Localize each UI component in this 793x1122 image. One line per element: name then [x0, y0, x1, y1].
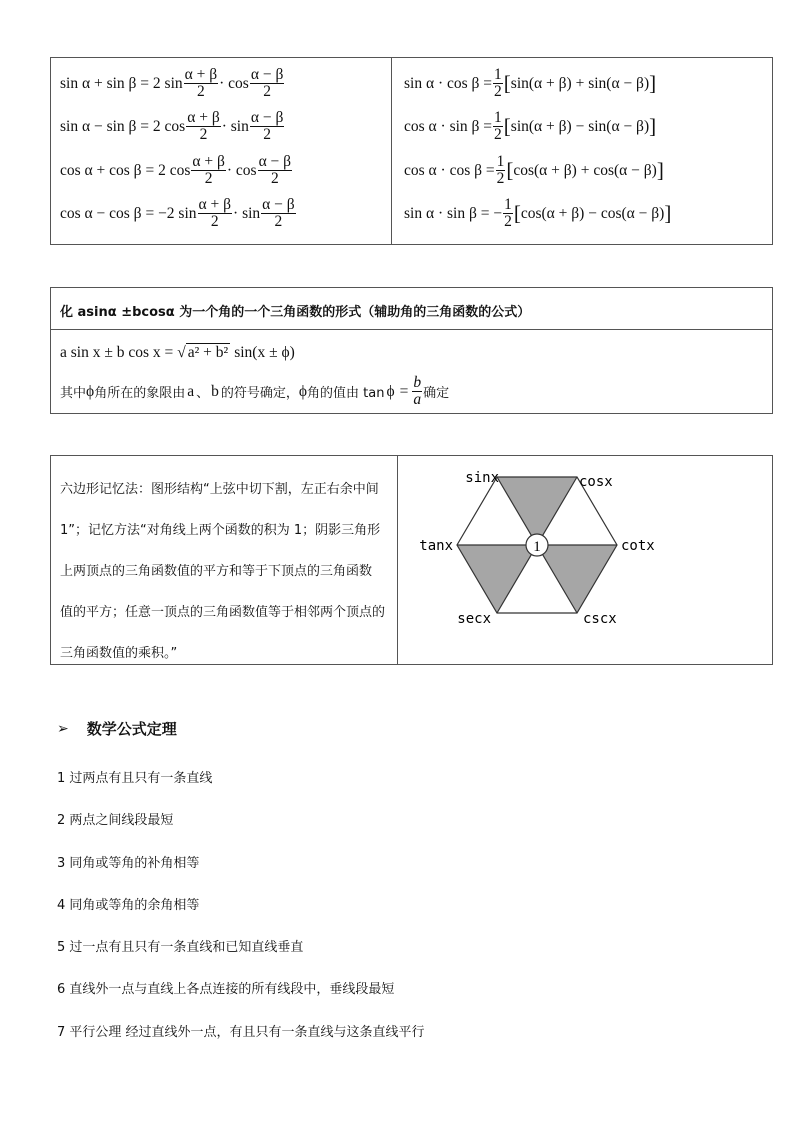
product-to-sum-row [404, 154, 664, 188]
list-item: 7 平行公理 经过直线外一点，有且只有一条直线与这条直线平行 [57, 1024, 425, 1040]
note-text: 、 [196, 386, 210, 402]
list-item: 5 过一点有且只有一条直线和已知直线垂直 [57, 940, 304, 956]
note-text: 其中 [60, 386, 87, 402]
shaded-triangle-lower-right [537, 545, 617, 613]
formula-mid: · sin [233, 204, 261, 222]
fraction [191, 154, 226, 188]
label-secx: secx [457, 611, 491, 627]
formula-lhs: cos α · sin β = [404, 117, 493, 135]
sqrt: √ [177, 343, 186, 361]
denominator: 2 [494, 83, 502, 101]
text-line: 六边形记忆法：图形结构“上弦中切下割，左正右余中间 [60, 482, 379, 497]
denominator: 2 [263, 126, 271, 144]
phi-symbol: ϕ [386, 382, 395, 400]
formula-mid: · cos [219, 74, 249, 92]
product-to-sum-row [404, 110, 656, 144]
label-sinx: sinx [465, 470, 499, 486]
denominator: 2 [204, 170, 213, 188]
numerator: 1 [496, 153, 505, 170]
formula-body: cos(α + β) + cos(α − β) [513, 161, 657, 179]
note-text: 角的值由 tan [307, 386, 385, 402]
denominator: 2 [210, 213, 219, 231]
label-cscx: cscx [583, 611, 617, 627]
product-to-sum-row [404, 197, 671, 231]
text-line: 1”；记忆方法“对角线上两个函数的积为 1；阴影三角形 [60, 523, 381, 538]
list-item: 4 同角或等角的余角相等 [57, 897, 200, 913]
numerator: α + β [187, 109, 220, 126]
radicand: a² + b² [187, 344, 229, 361]
formula-lhs: sin α − sin β = 2 cos [60, 117, 186, 135]
formula-lhs: cos α · cos β = [404, 161, 495, 179]
denominator: a [413, 391, 422, 409]
aux-header [51, 288, 772, 330]
denominator: 2 [274, 213, 283, 231]
aux-header-text: 化 asinα ±bcosα 为一个角的一个三角函数的形式（辅助角的三角函数的公式） [60, 305, 531, 320]
fraction [412, 375, 422, 409]
hexagon-box [50, 455, 773, 665]
var-a: a [187, 382, 195, 400]
shaded-triangle-lower-left [457, 545, 537, 613]
fraction [250, 110, 285, 144]
aux-formula [60, 343, 295, 362]
numerator: α + β [198, 196, 232, 213]
numerator: α − β [262, 196, 295, 213]
formula-mid: · cos [226, 161, 257, 179]
fraction [496, 154, 506, 188]
numerator: α − β [250, 66, 284, 83]
center-label: 1 [533, 539, 541, 555]
formula-rhs: sin(x ± ϕ) [234, 343, 295, 361]
section-title: 数学公式定理 [86, 720, 177, 738]
note-text: 确定 [423, 386, 450, 402]
fraction [184, 67, 219, 101]
list-item: 1 过两点有且只有一条直线 [57, 771, 213, 786]
fraction [198, 197, 233, 231]
bracket: [ [506, 158, 514, 183]
denominator: 2 [496, 170, 505, 188]
denominator: 2 [494, 126, 502, 144]
sum-to-product-row [60, 110, 285, 144]
numerator: α − β [258, 153, 292, 170]
text-line: 三角函数值的乘积。” [60, 646, 178, 661]
formula-lhs: sin α · cos β = [404, 74, 493, 92]
bracket: [ [513, 201, 521, 226]
hexagon-diagram [398, 456, 773, 664]
bracket: [ [503, 71, 511, 96]
numerator: b [413, 374, 422, 391]
numerator: 1 [494, 66, 502, 83]
fraction [493, 110, 503, 144]
list-item: 3 同角或等角的补角相等 [57, 855, 200, 871]
trig-formula-table [50, 57, 773, 245]
fraction [250, 67, 285, 101]
fraction [186, 110, 221, 144]
bracket: ] [656, 158, 664, 183]
bracket: ] [664, 201, 672, 226]
product-to-sum-row [404, 67, 656, 101]
table-divider [391, 58, 392, 244]
equals: = [399, 382, 409, 400]
fraction [261, 197, 296, 231]
sum-to-product-row [60, 154, 293, 188]
numerator: α + β [184, 66, 218, 83]
bracket: [ [503, 114, 511, 139]
denominator: 2 [199, 126, 208, 144]
denominator: 2 [263, 83, 271, 101]
sum-to-product-row [60, 67, 285, 101]
fraction [258, 154, 293, 188]
label-cosx: cosx [579, 474, 613, 490]
label-cotx: cotx [621, 538, 655, 554]
text-line: 值的平方；任意一顶点的三角函数值等于相邻两个顶点的 [60, 605, 386, 620]
bracket: ] [649, 114, 657, 139]
aux-angle-box [50, 287, 773, 414]
formula-lhs: sin α + sin β = 2 sin [60, 74, 183, 92]
theorem-list [57, 758, 425, 1054]
list-item: 2 两点之间线段最短 [57, 813, 174, 829]
formula-lhs: cos α − cos β = −2 sin [60, 204, 197, 222]
section-heading [57, 718, 177, 739]
bracket: ] [649, 71, 657, 96]
formula-body: cos(α + β) − cos(α − β) [520, 204, 665, 222]
fraction [503, 197, 513, 231]
formula-mid: · sin [221, 117, 249, 135]
formula-lhs: cos α + cos β = 2 cos [60, 161, 191, 179]
phi-symbol: ϕ [86, 382, 95, 400]
note-text: 的符号确定， [220, 386, 299, 402]
sum-to-product-row [60, 197, 297, 231]
text-line: 上两顶点的三角函数值的平方和等于下顶点的三角函数 [60, 564, 373, 579]
arrow-icon: ➢ [57, 720, 69, 737]
denominator: 2 [270, 170, 279, 188]
numerator: 1 [504, 196, 512, 213]
denominator: 2 [197, 83, 205, 101]
hexagon-text [60, 469, 392, 674]
formula-lhs: a sin x ± b cos x = [60, 343, 174, 361]
formula-lhs: sin α · sin β = − [404, 204, 503, 222]
numerator: α − β [250, 109, 284, 126]
list-item: 6 直线外一点与直线上各点连接的所有线段中，垂线段最短 [57, 982, 395, 998]
note-text: 角所在的象限由 [94, 386, 186, 402]
phi-symbol: ϕ [298, 382, 308, 400]
label-tanx: tanx [419, 538, 453, 554]
var-b: b [211, 382, 219, 400]
denominator: 2 [504, 213, 512, 231]
fraction [493, 67, 503, 101]
numerator: α + β [192, 153, 225, 170]
formula-body: sin(α + β) + sin(α − β) [510, 74, 650, 92]
aux-note [60, 375, 449, 409]
formula-body: sin(α + β) − sin(α − β) [510, 117, 650, 135]
numerator: 1 [494, 109, 502, 126]
